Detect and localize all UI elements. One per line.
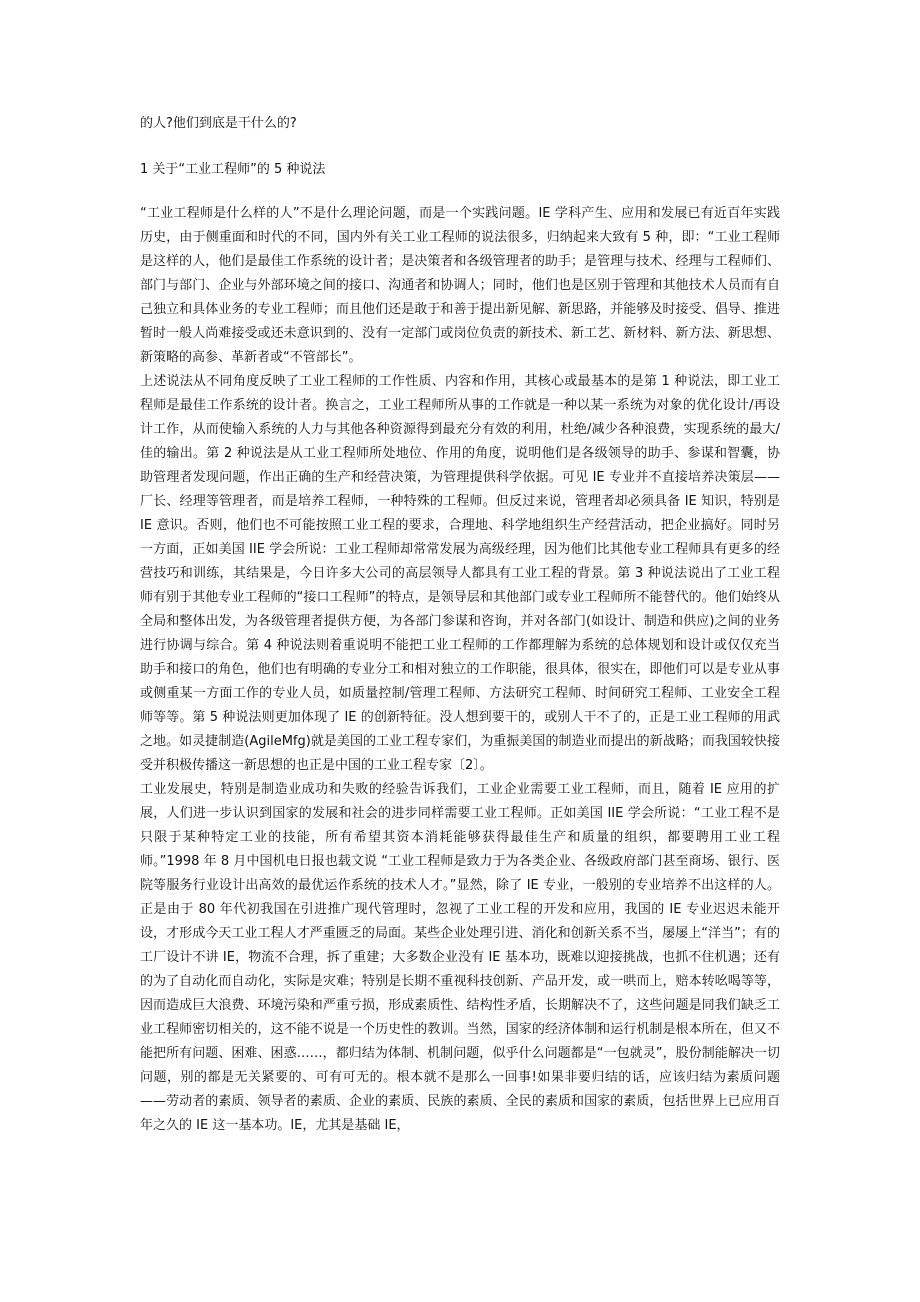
section-heading: 1 关于“工业工程师”的 5 种说法 [140, 162, 326, 177]
intro-line: 的人?他们到底是干什么的? [140, 116, 297, 131]
document-page [140, 112, 780, 1138]
paragraph-3: 工业发展史，特别是制造业成功和失败的经验告诉我们，工业企业需要工业工程师，而且，随着 IE 应用的扩展，人们进一步认识到国家的发展和社会的进步同样需要工业工程师。正如美国 IIE 学会所说：“工业工程不是只限于某种特定工业的技能，所有希望其资本消耗能够获得最佳生产和质量的组织，都要聘用工业工程师。”1998 年 8 月中国机电日报也载文说 “工业工程师是致力于为各类企业、各级政府部门甚至商场、银行、医院等服务行业设计出高效的最优运作系统的技术人才。”显然，除了 IE 专业，一般别的专业培养不出这样的人。正是由于 80 年代初我国在引进推广现代管理时，忽视了工业工程的开发和应用，我国的 IE 专业迟迟未能开设，才形成今天工业工程人才严重匮乏的局面。某些企业处理引进、消化和创新关系不当，屡屡上“洋当”；有的工厂设计不讲 IE，物流不合理，拆了重建；大多数企业没有 IE 基本功，既难以迎接挑战，也抓不住机遇；还有的为了自动化而自动化，实际是灾难；特别是长期不重视科技创新、产品开发，或一哄而上，赔本转吆喝等等，因而造成巨大浪费、环境污染和严重亏损，形成素质性、结构性矛盾，长期解决不了，这些问题是同我们缺乏工业工程师密切相关的，这不能不说是一个历史性的教训。当然，国家的经济体制和运行机制是根本所在，但又不能把所有问题、困难、困惑……，都归结为体制、机制问题，似乎什么问题都是“一包就灵”，股份制能解决一切问题，别的都是无关紧要的、可有可无的。根本就不是那么一回事!如果非要归结的话，应该归结为素质问题——劳动者的素质、领导者的素质、企业的素质、民族的素质、全民的素质和国家的素质，包括世界上已应用百年之久的 IE 这一基本功。IE，尤其是基础 IE， [140, 782, 780, 1133]
paragraph-1: “工业工程师是什么样的人”不是什么理论问题，而是一个实践问题。IE 学科产生、应用和发展已有近百年实践历史，由于侧重面和时代的不同，国内外有关工业工程师的说法很多，归纳起来大致有 5 种，即：“工业工程师是这样的人，他们是最佳工作系统的设计者；是决策者和各级管理者的助手；是管理与技术、经理与工程师们、部门与部门、企业与外部环境之间的接口、沟通者和协调人；同时，他们也是区别于管理和其他技术人员而有自己独立和具体业务的专业工程师；而且他们还是敢于和善于提出新见解、新思路，并能够及时接受、倡导、推进暂时一般人尚难接受或还未意识到的、没有一定部门或岗位负责的新技术、新工艺、新材料、新方法、新思想、新策略的高参、革新者或“不管部长”。 [140, 206, 780, 365]
paragraph-2: 上述说法从不同角度反映了工业工程师的工作性质、内容和作用，其核心或最基本的是第 1 种说法，即工业工程师是最佳工作系统的设计者。换言之，工业工程师所从事的工作就是一种以某一系统为对象的优化设计/再设计工作，从而使输入系统的人力与其他各种资源得到最充分有效的利用，杜绝/减少各种浪费，实现系统的最大/佳的输出。第 2 种说法是从工业工程师所处地位、作用的角度，说明他们是各级领导的助手、参谋和智囊，协助管理者发现问题，作出正确的生产和经营决策，为管理提供科学依据。可见 IE 专业并不直接培养决策层——厂长、经理等管理者，而是培养工程师，一种特殊的工程师。但反过来说，管理者却必须具备 IE 知识，特别是 IE 意识。否则，他们也不可能按照工业工程的要求，合理地、科学地组织生产经营活动，把企业搞好。同时另一方面，正如美国 IIE 学会所说：工业工程师却常常发展为高级经理，因为他们比其他专业工程师具有更多的经营技巧和训练，其结果是，今日许多大公司的高层领导人都具有工业工程的背景。第 3 种说法说出了工业工程师有别于其他专业工程师的“接口工程师”的特点，是领导层和其他部门或专业工程师所不能替代的。他们始终从全局和整体出发，为各级管理者提供方便，为各部门参谋和咨询，并对各部门(如设计、制造和供应)之间的业务进行协调与综合。第 4 种说法则着重说明不能把工业工程师的工作都理解为系统的总体规划和设计或仅仅充当助手和接口的角色，他们也有明确的专业分工和相对独立的工作职能，很具体，很实在，即他们可以是专业从事或侧重某一方面工作的专业人员，如质量控制/管理工程师、方法研究工程师、时间研究工程师、工业安全工程师等等。第 5 种说法则更加体现了 IE 的创新特征。没人想到要干的，或别人干不了的，正是工业工程师的用武之地。如灵捷制造(AgileMfg)就是美国的工业工程专家们，为重振美国的制造业而提出的新战略；而我国较快接受并积极传播这一新思想的也正是中国的工业工程专家〔2〕。 [140, 374, 780, 773]
